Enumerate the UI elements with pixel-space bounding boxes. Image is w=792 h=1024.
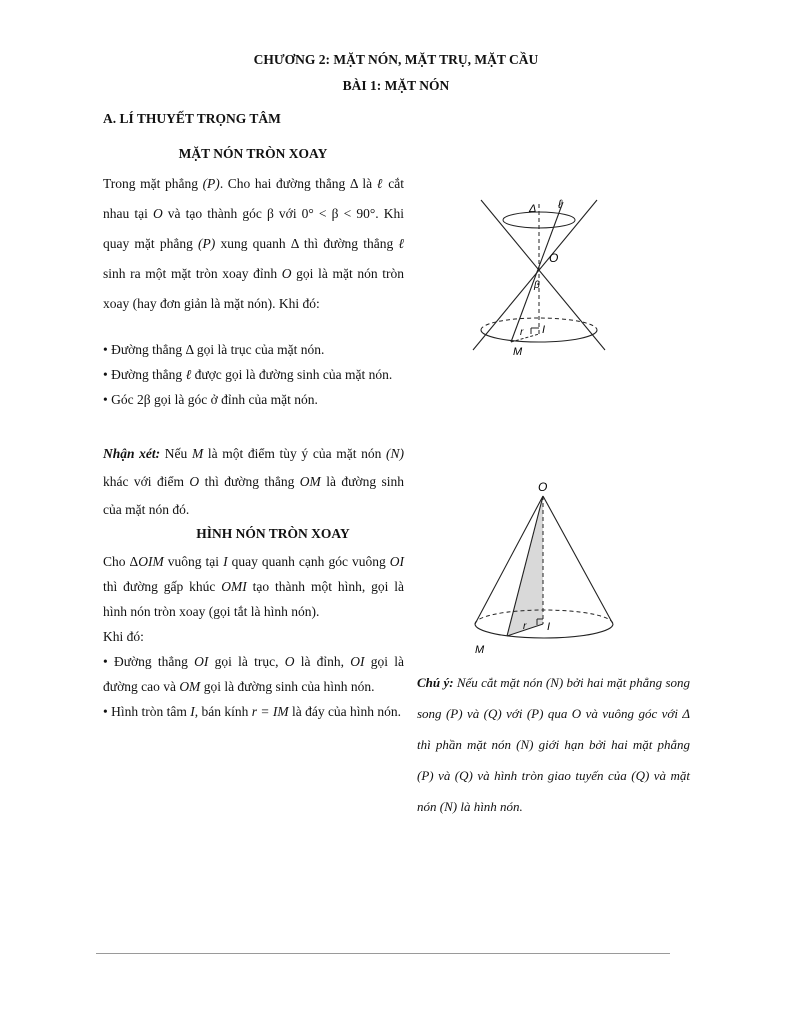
chapter-title: CHƯƠNG 2: MẶT NÓN, MẶT TRỤ, MẶT CẦU xyxy=(253,52,539,67)
bullet-base: • Hình tròn tâm I, bán kính r = IM là đáy của hình nón. xyxy=(103,704,402,719)
point-m-label: M xyxy=(475,644,485,656)
footer-rule xyxy=(96,953,670,954)
apex-o-label: O xyxy=(538,480,548,494)
subheading-hinh-non: HÌNH NÓN TRÒN XOAY xyxy=(196,526,350,541)
cone-definition: Cho ΔOIM vuông tại I quay quanh cạnh góc vuông OI thì đường gấp khúc OMI tạo thành một hình, gọi là hình nón tròn xoay (gọi tắt là hình nón). Khi đó: • Đường thẳng OI gọi là trục, O là đỉnh, OI gọi là đường cao và OM gọi là đường sinh của hình nón. • Hình tròn tâm I, bán kính r = IM là đáy của hình nón. xyxy=(103,549,404,724)
bullet-height: • Đường thẳng OI gọi là trục, O là đỉnh, OI gọi là đường cao và OM gọi là đường sinh của hình nón. xyxy=(103,654,404,694)
bullet-apex-angle: • Góc 2β gọi là góc ở đỉnh của mặt nón. xyxy=(103,392,318,407)
lesson-title: BÀI 1: MẶT NÓN xyxy=(342,78,450,93)
section-heading: A. LÍ THUYẾT TRỌNG TÂM xyxy=(103,111,281,126)
center-i-label: I xyxy=(542,324,546,336)
radius-r-label: r xyxy=(520,327,524,338)
ell-label: ℓ xyxy=(558,197,562,211)
bullet-list-1 xyxy=(103,337,404,412)
cone-figure xyxy=(465,478,625,658)
remark-paragraph: Nhận xét: Nếu M là một điểm tùy ý của mặt nón (N) khác với điểm O thì đường thẳng OM là đường sinh của mặt nón đó. xyxy=(103,446,404,517)
center-i-label: I xyxy=(547,621,551,633)
double-cone-figure xyxy=(465,192,615,360)
delta-label: Δ xyxy=(529,203,537,215)
bullet-axis: • Đường thẳng Δ gọi là trục của mặt nón. xyxy=(103,342,325,357)
khi-do: Khi đó: xyxy=(103,629,144,644)
vertex-o-label: O xyxy=(549,251,559,265)
definition-paragraph: Trong mặt phẳng (P). Cho hai đường thẳng Δ là ℓ cắt nhau tại O và tạo thành góc β với 0° < β < 90°. Khi quay mặt phẳng (P) xung quanh Δ thì đường thẳng ℓ sinh ra một mặt tròn xoay đỉnh O gọi là mặt nón tròn xoay (hay đơn giản là mặt nón). Khi đó: xyxy=(103,176,404,311)
bullet-generatrix: • Đường thẳng ℓ được gọi là đường sinh của mặt nón. xyxy=(103,367,393,382)
subheading-mat-non: MẶT NÓN TRÒN XOAY xyxy=(178,146,328,161)
point-m-label: M xyxy=(513,346,523,358)
radius-r-label: r xyxy=(523,621,527,632)
beta-label: β xyxy=(534,280,540,291)
note-paragraph: Chú ý: Nếu cắt mặt nón (N) bởi hai mặt phẳng song song (P) và (Q) với (P) qua O và vuông góc với Δ thì phần mặt nón (N) giới hạn bởi hai mặt phẳng (P) và (Q) và hình tròn giao tuyến của (Q) và mặt nón (N) là hình nón. xyxy=(417,675,691,814)
